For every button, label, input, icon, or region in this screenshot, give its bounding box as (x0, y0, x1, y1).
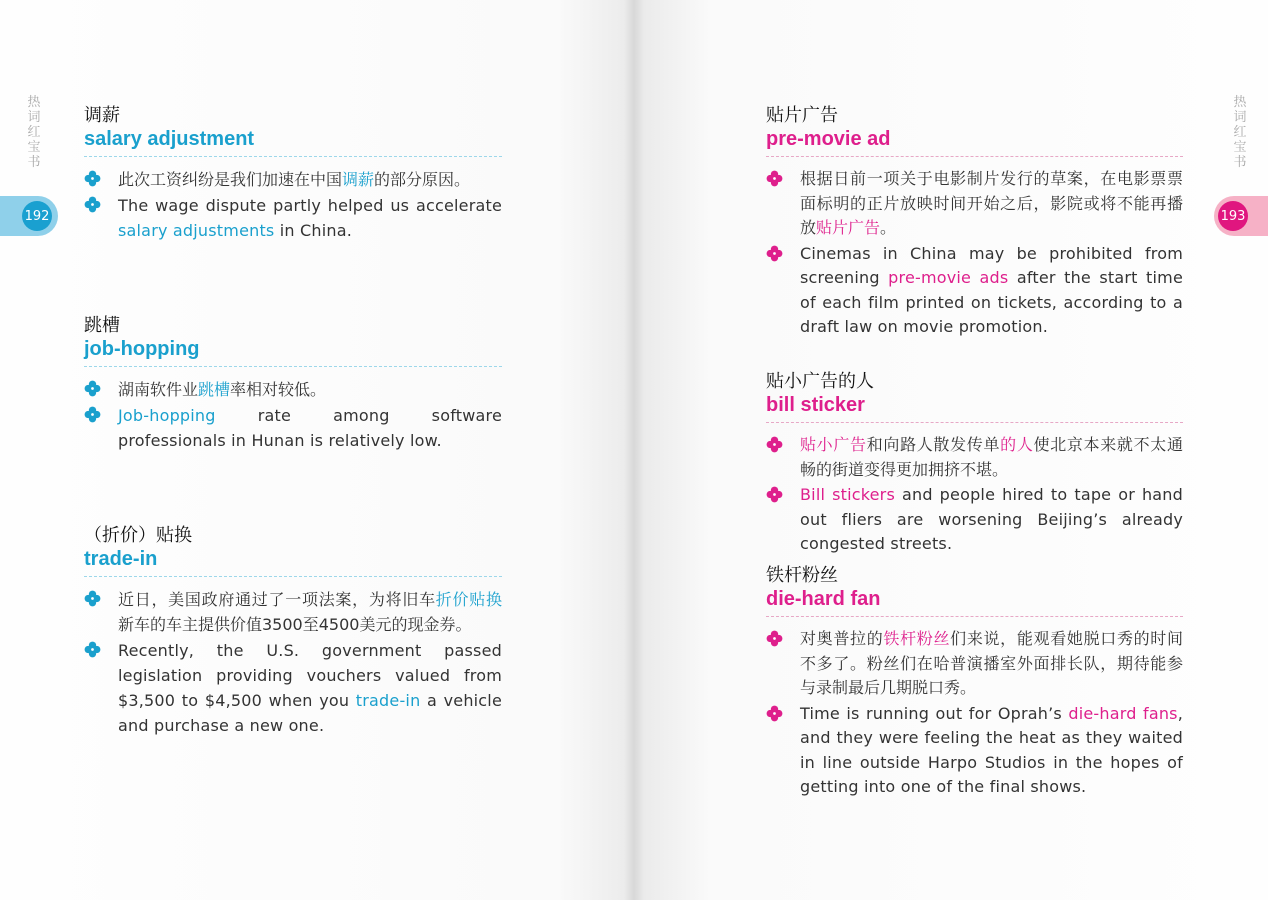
highlighted-term: 折价贴换 (435, 590, 502, 609)
highlighted-term: die-hard fans (1068, 703, 1178, 723)
term-chinese: 贴片广告 (766, 105, 838, 126)
clover-bullet-icon (766, 705, 783, 722)
example-chinese (84, 377, 502, 402)
clover-bullet-icon (766, 436, 783, 453)
dashed-divider (84, 156, 502, 157)
example-english (84, 193, 502, 243)
right-page (634, 0, 1268, 900)
side-title-char: 词 (1233, 110, 1247, 125)
example-text: 根据日前一项关于电影制片发行的草案，在电影票票面标明的正片放映时间开始之后，影院或将不能再播放 (800, 169, 1183, 237)
clover-bullet-icon (84, 380, 101, 397)
highlighted-term: Job-hopping (118, 406, 216, 425)
entry (84, 315, 502, 454)
side-title (26, 95, 42, 170)
highlighted-term: 跳槽 (198, 380, 231, 399)
highlighted-term: 的人 (1000, 435, 1034, 454)
side-title-char: 词 (27, 110, 41, 125)
term-chinese: 跳槽 (84, 315, 120, 336)
entry (84, 525, 502, 739)
example-english (84, 403, 502, 453)
example-english (766, 702, 1183, 800)
example-english (766, 483, 1183, 557)
dashed-divider (84, 366, 502, 367)
side-title-char: 红 (27, 125, 41, 140)
highlighted-term: 调薪 (342, 170, 375, 189)
page-number-tab (0, 196, 58, 236)
example-text: 。 (880, 218, 897, 237)
side-title-char: 宝 (1233, 140, 1247, 155)
dashed-divider (766, 422, 1183, 423)
clover-bullet-icon (766, 630, 783, 647)
term-chinese: 贴小广告的人 (766, 371, 874, 392)
highlighted-term: trade-in (355, 691, 421, 710)
side-title-char: 热 (1233, 95, 1247, 110)
example-text: 对奥普拉的 (800, 629, 884, 648)
dashed-divider (84, 576, 502, 577)
example-text: 率相对较低。 (230, 380, 327, 399)
term-chinese: 铁杆粉丝 (766, 565, 838, 586)
term-english: bill sticker (766, 394, 865, 416)
side-title-char: 书 (1233, 155, 1247, 170)
term-english: die-hard fan (766, 588, 881, 610)
term-chinese: 调薪 (84, 105, 120, 126)
entry (766, 565, 1183, 801)
term-english: salary adjustment (84, 128, 255, 150)
clover-bullet-icon (766, 486, 783, 503)
side-title-char: 热 (27, 95, 41, 110)
highlighted-term: pre-movie ads (888, 268, 1009, 287)
clover-bullet-icon (84, 641, 101, 658)
clover-bullet-icon (766, 170, 783, 187)
example-english (84, 638, 502, 738)
example-text: Recently, the U.S. government passed legislation providing vouchers valued from $3,500 to $4,500 when you (118, 641, 502, 710)
example-text: Cinemas in China may be prohibited from screening (800, 243, 1183, 287)
dashed-divider (766, 616, 1183, 617)
example-text: Time is running out for Oprah’s (800, 703, 1069, 723)
clover-bullet-icon (84, 590, 101, 607)
term-english: pre-movie ad (766, 128, 891, 150)
entry (766, 371, 1183, 558)
example-text: 此次工资纠纷是我们加速在中国 (118, 170, 343, 189)
term-chinese: （折价）贴换 (84, 525, 192, 546)
dashed-divider (766, 156, 1183, 157)
example-chinese (766, 167, 1183, 241)
side-title (1232, 95, 1248, 170)
example-text: rate among software professionals in Hunan is relatively low. (118, 406, 502, 450)
example-chinese (766, 627, 1183, 701)
side-title-char: 书 (27, 155, 41, 170)
entry (766, 105, 1183, 341)
highlighted-term: 铁杆粉丝 (883, 629, 951, 648)
example-text: 使北京本来就不太通畅的街道变得更加拥挤不堪。 (800, 435, 1183, 479)
example-text: 新车的车主提供价值3500至4500美元的现金券。 (118, 615, 472, 634)
example-text: 近日，美国政府通过了一项法案，为将旧车 (118, 590, 436, 609)
clover-bullet-icon (84, 196, 101, 213)
example-text: , and they were feeling the heat as they waited in line outside Harpo Studios in the hopes of getting into one of the final shows. (800, 703, 1183, 796)
clover-bullet-icon (766, 245, 783, 262)
side-title-char: 宝 (27, 140, 41, 155)
highlighted-term: salary adjustments (118, 221, 275, 240)
example-text: 湖南软件业 (118, 380, 199, 399)
example-chinese (766, 433, 1183, 482)
example-chinese (84, 587, 502, 637)
page-number-tab (1214, 196, 1268, 236)
highlighted-term: Bill stickers (800, 485, 896, 504)
example-text: 的部分原因。 (374, 170, 471, 189)
clover-bullet-icon (84, 406, 101, 423)
example-text: and people hired to tape or hand out fliers are worsening Beijing’s already congested streets. (800, 485, 1183, 553)
term-english: trade-in (84, 548, 158, 570)
term-english: job-hopping (84, 338, 200, 360)
example-english (766, 242, 1183, 340)
example-text: after the start time of each film printed on tickets, according to a draft law on movie promotion. (800, 268, 1183, 336)
example-text: a vehicle and purchase a new one. (118, 691, 502, 735)
example-text: in China. (274, 221, 353, 240)
side-title-char: 红 (1233, 125, 1247, 140)
example-text: 们来说，能观看她脱口秀的时间不多了。粉丝们在哈普演播室外面排长队，期待能参与录制最后几期脱口秀。 (800, 629, 1183, 697)
highlighted-term: 贴小广告 (800, 435, 867, 454)
highlighted-term: 贴片广告 (816, 218, 881, 237)
example-text: The wage dispute partly helped us accelerate (118, 196, 502, 215)
page-number: 193 (1218, 201, 1248, 231)
example-chinese (84, 167, 502, 192)
entry (84, 105, 502, 244)
page-number: 192 (22, 201, 52, 231)
example-text: 和向路人散发传单 (866, 435, 1001, 454)
clover-bullet-icon (84, 170, 101, 187)
